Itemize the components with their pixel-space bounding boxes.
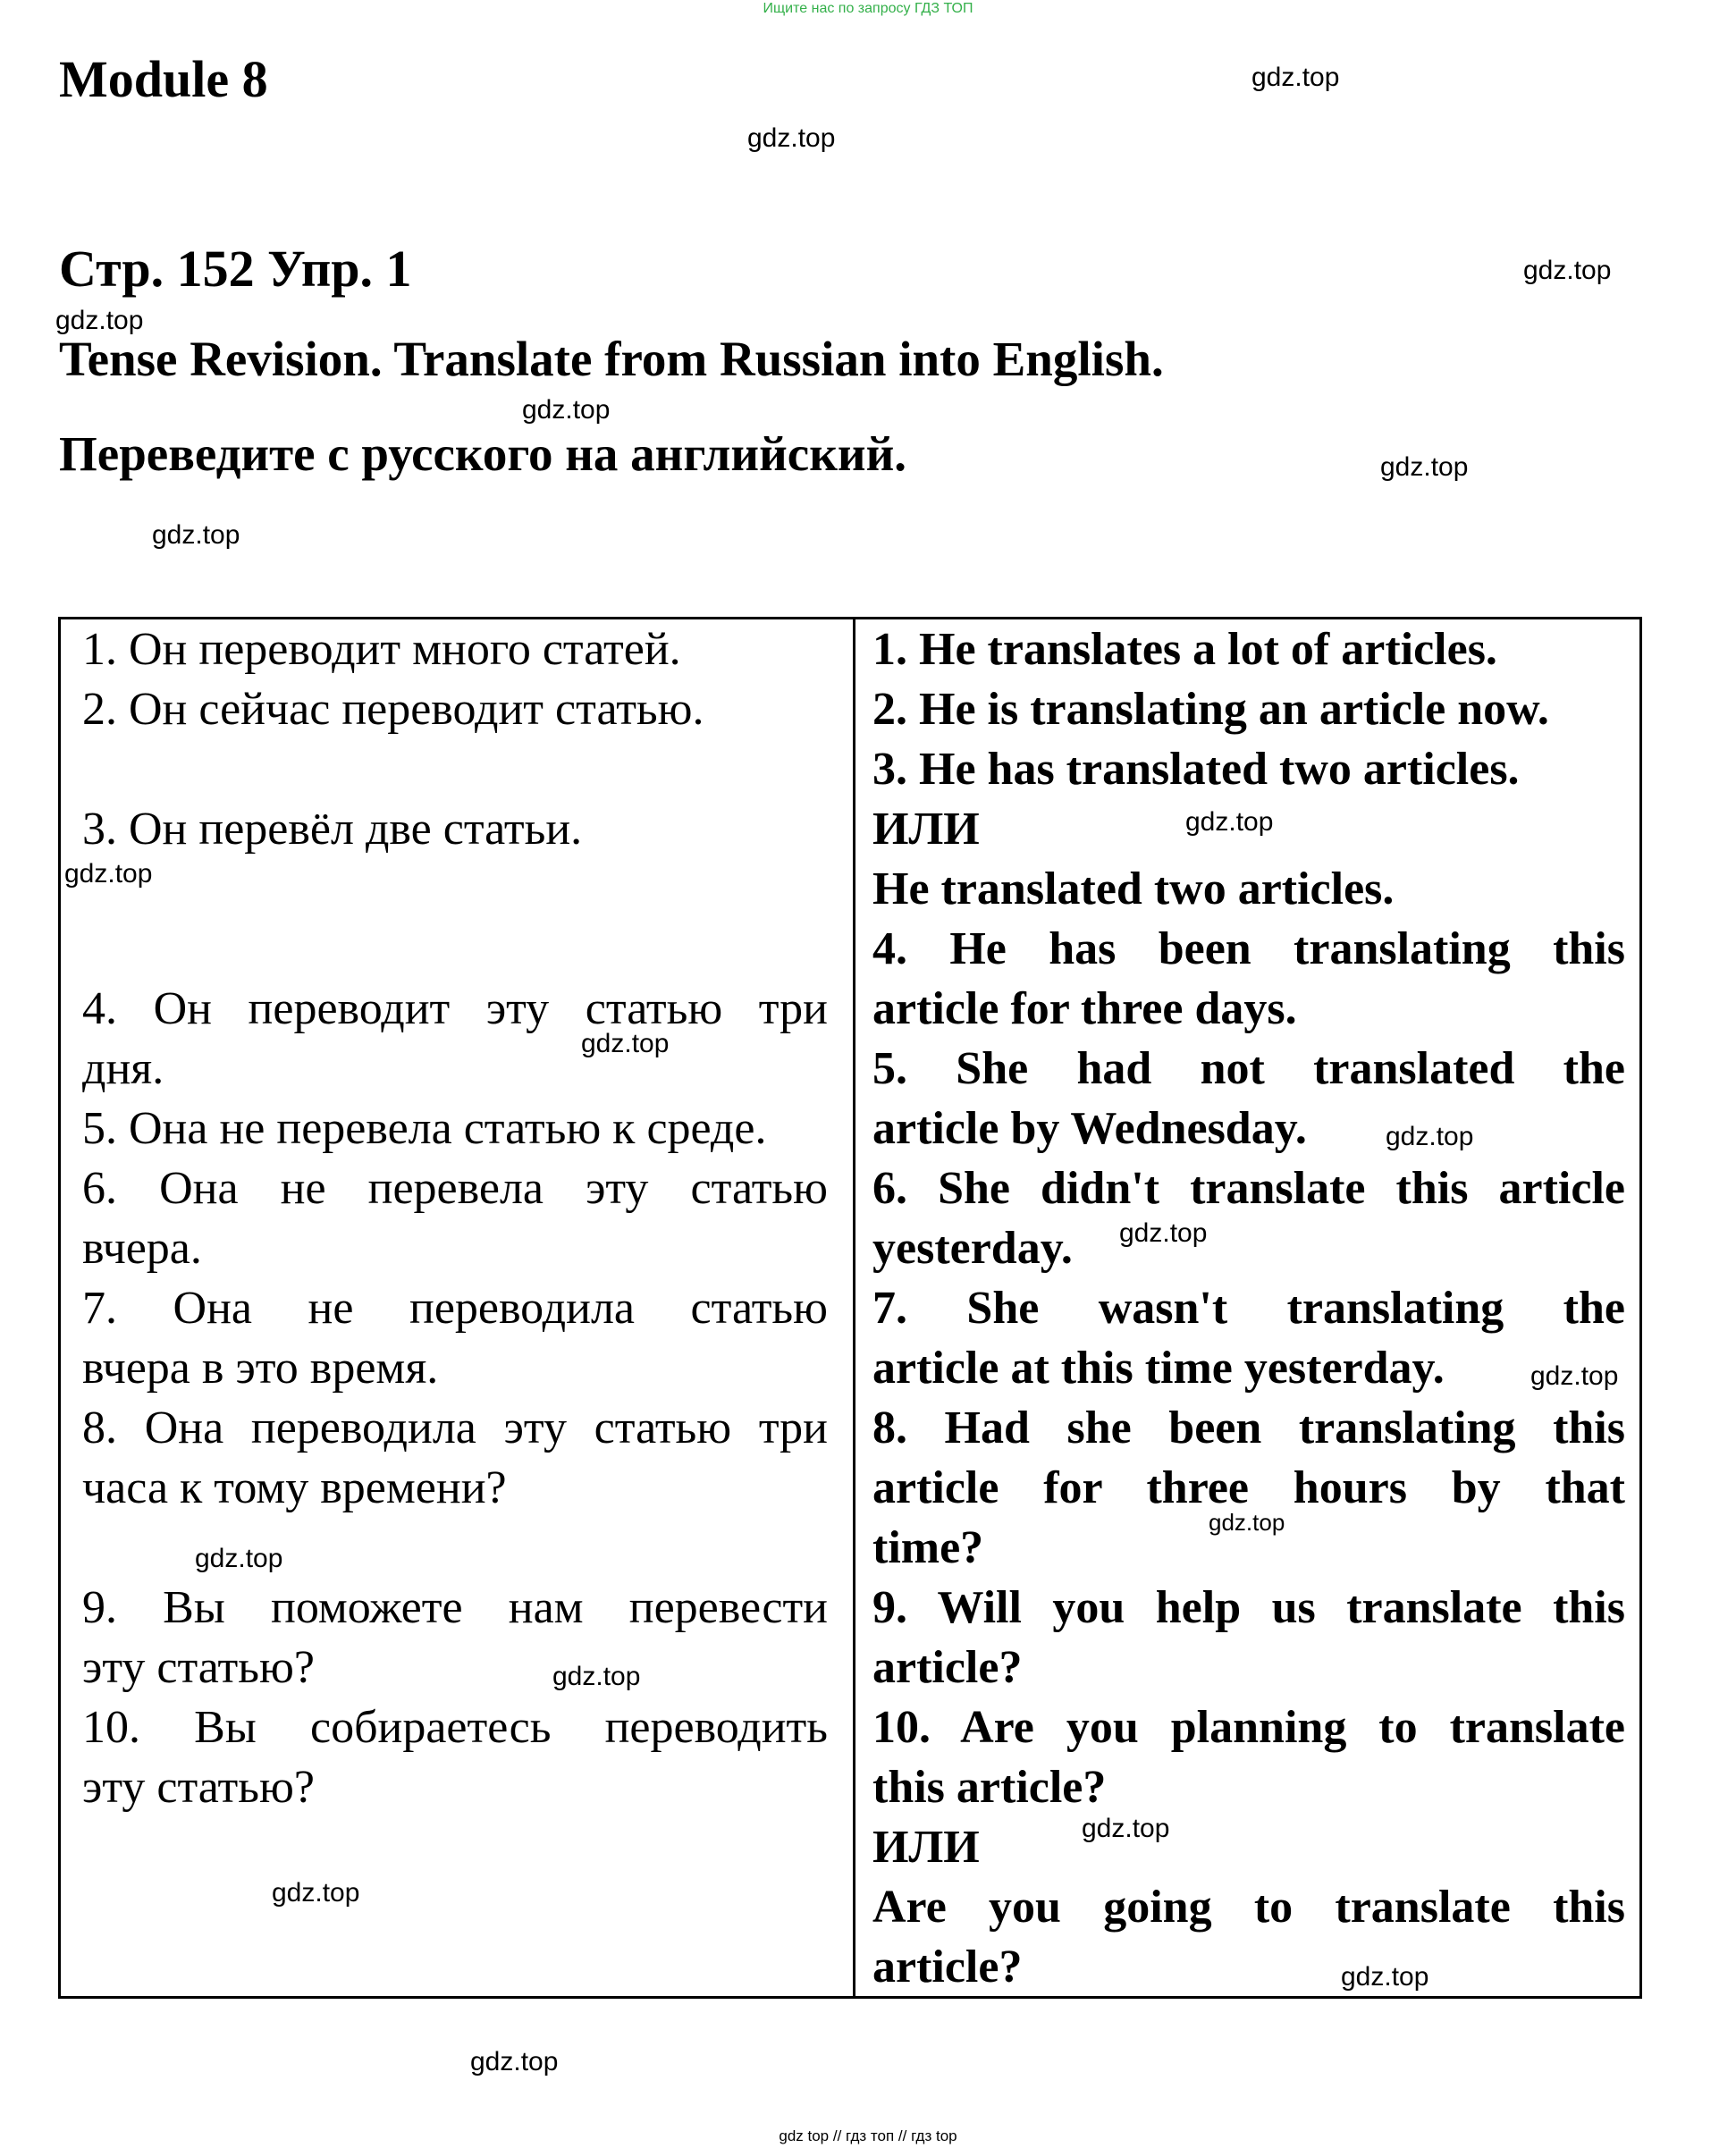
task-instruction-ru: Переведите с русского на английский. [59,426,907,481]
watermark: gdz.top [1251,63,1340,92]
watermark: gdz.top [552,1662,641,1691]
ru-item-7: 7. Она не переводила статью вчера в это время. [82,1283,828,1394]
en-item-3: 3. He has translated two articles. ИЛИ He translated two articles. [872,739,1625,919]
or-label: ИЛИ [872,804,980,855]
footer-link[interactable]: гдз топ [846,2127,895,2144]
watermark: gdz.top [1185,807,1274,837]
watermark: gdz.top [1530,1361,1619,1391]
footer-separator: // [832,2127,842,2144]
watermark: gdz.top [581,1029,670,1058]
watermark: gdz.top [1082,1814,1170,1843]
footer-links [0,2127,1736,2145]
watermark: gdz.top [152,520,240,550]
en-item-5: 5. She had not translated the article by Wednesday. [872,1043,1625,1154]
en-item-6: 6. She didn't translate this article yesterday. [872,1163,1625,1274]
en-item-9: 9. Will you help us translate this article? [872,1582,1625,1693]
column-divider [853,619,855,1996]
ru-item-2: 2. Он сейчас переводит статью. [82,684,704,735]
watermark: gdz.top [1386,1122,1474,1151]
page-reference: Стр. 152 Упр. 1 [59,240,412,298]
ru-item-8: 8. Она переводила эту статью три часа к тому времени? [82,1403,828,1513]
ru-item-1: 1. Он переводит много статей. [82,624,681,675]
en-item-4: 4. He has been translating this article for three days. [872,923,1625,1034]
ru-item-6: 6. Она не перевела эту статью вчера. [82,1163,828,1274]
watermark: gdz.top [195,1544,283,1573]
footer-separator: // [897,2127,907,2144]
footer-link[interactable]: gdz top [779,2127,830,2144]
footer-link[interactable]: гдз top [911,2127,957,2144]
task-instruction-en: Tense Revision. Translate from Russian into English. [59,332,1164,386]
watermark: gdz.top [64,859,153,889]
ru-item-9: 9. Вы поможете нам перевести эту статью? [82,1582,828,1693]
watermark: gdz.top [1380,452,1469,482]
watermark: gdz.top [522,395,611,425]
or-label: ИЛИ [872,1822,980,1873]
ru-item-3: 3. Он перевёл две статьи. [82,804,583,855]
watermark: gdz.top [1209,1509,1285,1536]
watermark: gdz.top [1341,1962,1429,1992]
watermark: gdz.top [747,123,836,153]
en-item-8: 8. Had she been translating this article for three hours by that time? [872,1403,1625,1573]
ru-item-5: 5. Она не перевела статью к среде. [82,1103,767,1154]
watermark: gdz.top [55,306,144,335]
en-item-2: 2. He is translating an article now. [872,684,1549,735]
en-item-1: 1. He translates a lot of articles. [872,624,1497,675]
watermark: gdz.top [470,2047,559,2076]
en-item-7: 7. She wasn't translating the article at this time yesterday. [872,1283,1625,1394]
top-banner: Ищите нас по запросу ГДЗ ТОП [763,1,973,16]
module-title: Module 8 [59,50,268,108]
watermark: gdz.top [1119,1218,1208,1248]
translation-table [58,617,1642,1999]
en-item-10: 10. Are you planning to translate this article? ИЛИ Are you going to translate this article? [872,1702,1625,1992]
watermark: gdz.top [272,1878,360,1908]
watermark: gdz.top [1523,256,1612,285]
ru-item-10: 10. Вы собираетесь переводить эту статью? [82,1702,828,1813]
ru-item-4: 4. Он переводит эту статью три дня. [82,983,828,1094]
